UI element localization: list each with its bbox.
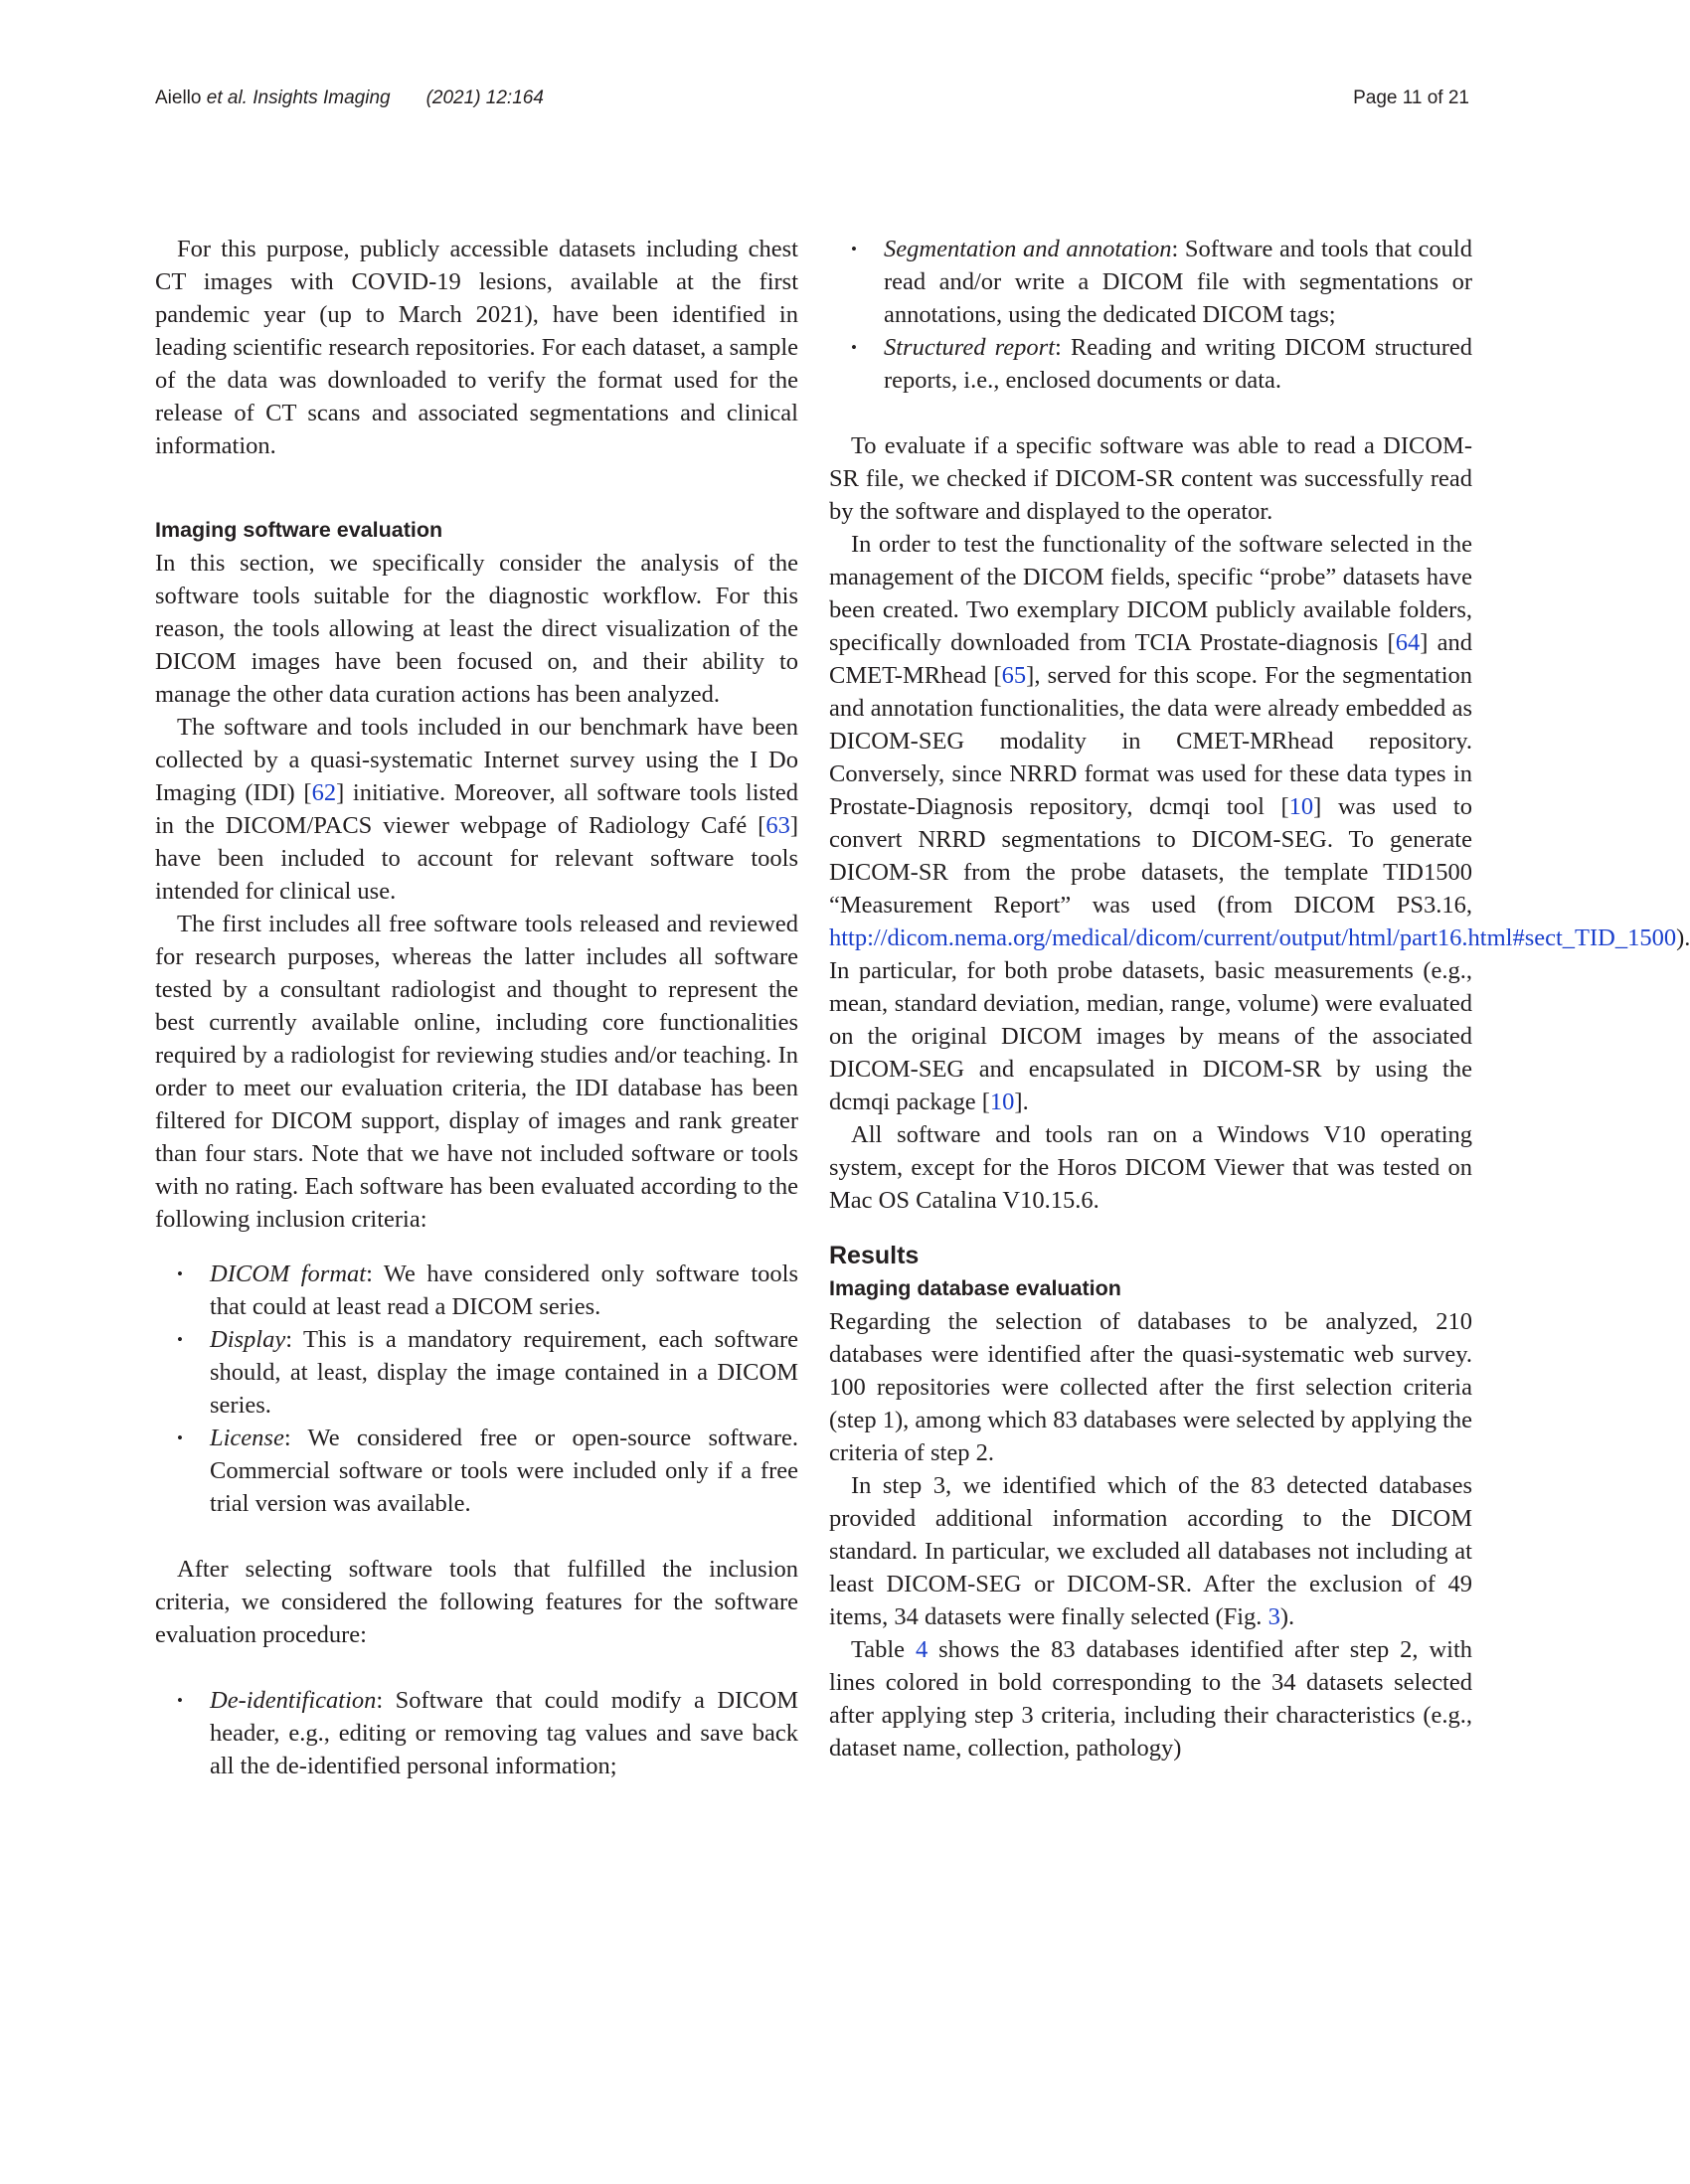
paragraph-dicom-sr-evaluation: To evaluate if a specific software was able to read a DICOM-SR file, we checked if DICOM-SR content was successfully read by the software and displayed to the operator. — [829, 432, 1472, 525]
text-run: ] was used to convert NRRD segmentations to DICOM-SEG. To generate DICOM-SR from the probe datasets, the template TID1500 “Measurement Report” was used (from DICOM PS3.16, — [829, 793, 1472, 919]
text-run: The software and tools included in our benchmark have been collected by a quasi-systematic Internet survey using the I Do Imaging (IDI) [ — [155, 714, 798, 806]
bullet-icon: • — [851, 240, 857, 258]
table-link[interactable]: 4 — [915, 1636, 929, 1663]
text-run: ] have been included to account for relevant software tools intended for clinical use. — [155, 812, 798, 905]
page-number: Page 11 of 21 — [1353, 87, 1469, 108]
bullet-icon: • — [851, 338, 857, 357]
paragraph-evaluation-features: After selecting software tools that fulfilled the inclusion criteria, we considered the following features for the software evaluation procedure: — [155, 1556, 798, 1648]
article-citation — [155, 87, 544, 109]
bullet-icon: • — [177, 1691, 183, 1710]
header-authors: Aiello — [155, 87, 207, 108]
text-run: In step 3, we identified which of the 83 detected databases provided additional information according to the DICOM standard. In particular, we excluded all databases not including at least DICOM-SEG or DICOM-SR. After the exclusion of 49 items, 34 datasets were finally selected (Fig. — [829, 1472, 1472, 1630]
list-item-term: DICOM format — [210, 1260, 367, 1287]
list-item — [155, 1684, 798, 1782]
list-item-text: : We considered free or open-source software. Commercial software or tools were included only if a free trial version was available. — [210, 1425, 798, 1517]
list-item-term: Structured report — [884, 334, 1056, 361]
heading-imaging-database-evaluation: Imaging database evaluation — [829, 1276, 1121, 1300]
citation-link[interactable]: 63 — [765, 812, 790, 839]
list-item-term: Segmentation and annotation — [884, 236, 1172, 262]
citation-link[interactable]: 10 — [989, 1089, 1015, 1115]
header-journal: Insights Imaging — [247, 87, 391, 108]
paragraph-table-4 — [829, 1633, 1472, 1764]
citation-link[interactable]: 65 — [1001, 662, 1027, 689]
text-run: ] initiative. Moreover, all software tools listed in the DICOM/PACS viewer webpage of Radiology Café [ — [155, 779, 799, 839]
list-item-text: : Software that could modify a DICOM header, e.g., editing or removing tag values and save back all the de-identified personal information; — [210, 1687, 798, 1779]
right-column — [829, 233, 1690, 1764]
heading-results: Results — [829, 1242, 920, 1269]
paragraph-probe-datasets — [829, 528, 1690, 1118]
citation-link[interactable]: 62 — [311, 779, 337, 806]
list-item — [155, 1258, 798, 1323]
bullet-icon: • — [177, 1428, 183, 1447]
paragraph-operating-system: All software and tools ran on a Windows V10 operating system, except for the Horos DICOM Viewer that was tested on Mac OS Catalina V10.15.6. — [829, 1121, 1472, 1214]
paragraph-inclusion-criteria-intro: The first includes all free software tools released and reviewed for research purposes, whereas the latter includes all software tested by a consultant radiologist and thought to represent the best currently available online, including core functionalities required by a radiologist for reviewing studies and/or teaching. In order to meet our evaluation criteria, the IDI database has been filtered for DICOM support, display of images and rank greater than four stars. Note that we have not included software or tools with no rating. Each software has been evaluated according to the following inclusion criteria: — [155, 911, 798, 1233]
citation-link[interactable]: 64 — [1395, 629, 1421, 656]
text-run: In order to test the functionality of the software selected in the management of the DICOM fields, specific “probe” datasets have been created. Two exemplary DICOM publicly available folders, specifically downloaded from TCIA Prostate-diagnosis [ — [829, 531, 1472, 656]
list-item-text: : This is a mandatory requirement, each software should, at least, display the image contained in a DICOM series. — [210, 1326, 798, 1419]
figure-link[interactable]: 3 — [1268, 1603, 1280, 1630]
text-run: Table — [851, 1636, 916, 1663]
list-item-term: De-identification — [210, 1687, 377, 1714]
citation-link[interactable]: 10 — [1288, 793, 1314, 820]
heading-imaging-software-evaluation: Imaging software evaluation — [155, 518, 443, 542]
bullet-icon: • — [177, 1330, 183, 1349]
list-item — [829, 331, 1472, 397]
list-item-term: Display — [210, 1326, 286, 1353]
text-run: ]. — [1014, 1089, 1029, 1115]
paragraph-step-3 — [829, 1469, 1472, 1633]
text-run: ). — [1279, 1603, 1295, 1630]
list-item — [829, 233, 1472, 331]
list-item — [155, 1323, 798, 1422]
paragraph-software-analysis: In this section, we specifically consider the analysis of the software tools suitable for the diagnostic workflow. For this reason, the tools allowing at least the direct visualization of the DICOM images have been focused on, and their ability to manage the other data curation actions has been analyzed. — [155, 550, 798, 708]
left-column — [155, 233, 798, 1782]
text-run: shows the 83 databases identified after step 2, with lines colored in bold corresponding to the 34 datasets selected after applying step 3 criteria, including their characteristics (e.g., dataset name, collection, pathology) — [829, 1636, 1472, 1762]
evaluation-features-list-continued — [829, 233, 1472, 397]
list-item-text: : Software and tools that could read and/or write a DICOM file with segmentations or annotations, using the dedicated DICOM tags; — [884, 236, 1472, 328]
paragraph-datasets-purpose: For this purpose, publicly accessible datasets including chest CT images with COVID-19 lesions, available at the first pandemic year (up to March 2021), have been identified in leading scientific research repositories. For each dataset, a sample of the data was downloaded to verify the format used for the release of CT scans and associated segmentations and clinical information. — [155, 236, 798, 459]
header-year: (2021) 12:164 — [425, 87, 544, 108]
text-run: ] and CMET-MRhead [ — [829, 629, 1472, 689]
text-run: ). In particular, for both probe datasets, basic measurements (e.g., mean, standard deviation, median, range, volume) were evaluated on the original DICOM images by means of the associated DICOM-SEG and encapsulated in DICOM-SR by using the dcmqi package [ — [829, 924, 1690, 1115]
paragraph-database-selection: Regarding the selection of databases to be analyzed, 210 databases were identified after the quasi-systematic web survey. 100 repositories were collected after the first selection criteria (step 1), among which 83 databases were selected by applying the criteria of step 2. — [829, 1308, 1473, 1466]
bullet-icon: • — [177, 1264, 183, 1283]
evaluation-features-list — [155, 1684, 798, 1782]
dicom-standard-link[interactable]: http://dicom.nema.org/medical/dicom/current/output/html/part16.html#sect_TID_1500 — [829, 924, 1677, 951]
inclusion-criteria-list — [155, 1258, 798, 1520]
running-head — [155, 87, 1469, 117]
list-item — [155, 1422, 798, 1520]
header-et-al: et al. — [206, 87, 248, 108]
list-item-text: : Reading and writing DICOM structured reports, i.e., enclosed documents or data. — [884, 334, 1472, 394]
text-run: ], served for this scope. For the segmentation and annotation functionalities, the data were already embedded as DICOM-SEG modality in CMET-MRhead repository. Conversely, since NRRD format was used for these data types in Prostate-Diagnosis repository, dcmqi tool [ — [829, 662, 1473, 820]
list-item-term: License — [210, 1425, 284, 1451]
paragraph-benchmark-survey — [155, 711, 798, 908]
list-item-text: : We have considered only software tools that could at least read a DICOM series. — [210, 1260, 799, 1320]
